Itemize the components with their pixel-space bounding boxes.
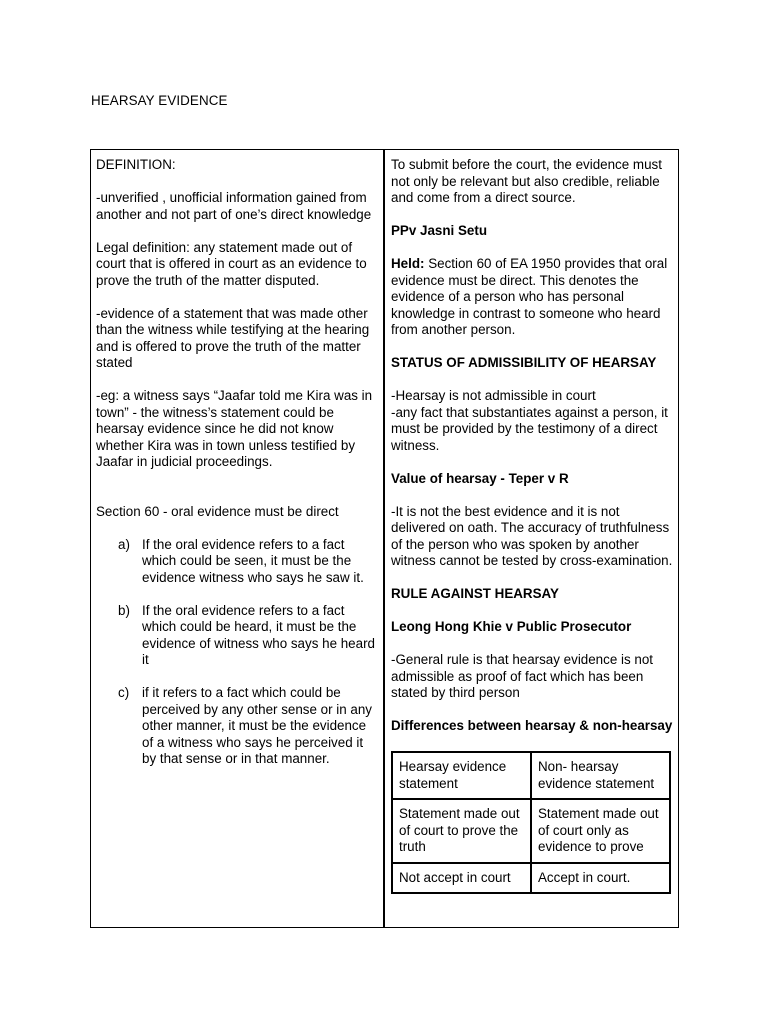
table-cell: Not accept in court bbox=[392, 863, 531, 894]
list-marker: a) bbox=[118, 536, 130, 552]
status-line-1: -Hearsay is not admissible in court bbox=[391, 388, 596, 403]
legal-definition: Legal definition: any statement made out of court that is offered in court as an evidence to prove the truth of the matter disputed. bbox=[96, 239, 367, 288]
held-text: Section 60 of EA 1950 provides that oral evidence must be direct. This denotes the evidence of a person who has personal knowledge in contrast to someone who heard from another person. bbox=[391, 256, 668, 337]
evidence-list bbox=[96, 537, 377, 768]
rule-heading: RULE AGAINST HEARSAY bbox=[391, 586, 559, 601]
table-row bbox=[392, 799, 670, 863]
table-row bbox=[392, 752, 670, 799]
table-cell: Statement made out of court only as evidence to prove bbox=[531, 799, 670, 863]
value-para: -It is not the best evidence and it is not delivered on oath. The accuracy of truthfulness of the person who was spoken by another witness cannot be tested by cross-examination. bbox=[391, 503, 673, 568]
right-column bbox=[391, 150, 675, 894]
value-heading: Value of hearsay - Teper v R bbox=[391, 470, 569, 486]
column-divider bbox=[383, 150, 385, 927]
held-label: Held: bbox=[391, 256, 425, 271]
list-item-text: if it refers to a fact which could be perceived by any other sense or in any other manner, it must be the evidence of a witness who says he perceived it by that sense or in that manner. bbox=[142, 685, 373, 766]
definition-para-3: -evidence of a statement that was made other than the witness while testifying at the hearing and is offered to prove the truth of the matter stated bbox=[96, 305, 370, 370]
list-marker: b) bbox=[118, 602, 130, 618]
table-cell: Statement made out of court to prove the truth bbox=[392, 799, 531, 863]
left-column bbox=[96, 150, 377, 784]
list-item-text: If the oral evidence refers to a fact which could be seen, it must be the evidence witness who says he saw it. bbox=[142, 536, 364, 585]
list-marker: c) bbox=[118, 685, 130, 700]
table-cell: Non- hearsay evidence statement bbox=[531, 752, 670, 799]
case-citation-jasni: PPv Jasni Setu bbox=[391, 223, 488, 238]
list-item bbox=[96, 685, 377, 768]
list-item bbox=[96, 603, 377, 669]
document-title: HEARSAY EVIDENCE bbox=[91, 93, 228, 108]
main-table bbox=[90, 149, 679, 928]
section-60-heading: Section 60 - oral evidence must be direct bbox=[96, 503, 339, 519]
status-line-2: -any fact that substantiates against a person, it must be provided by the testimony of a direct witness. bbox=[391, 404, 668, 453]
differences-heading: Differences between hearsay & non-hearsay bbox=[391, 718, 673, 733]
general-rule-para: -General rule is that hearsay evidence is not admissible as proof of fact which has been stated by third person bbox=[391, 652, 654, 700]
list-item bbox=[96, 537, 377, 587]
example-para: -eg: a witness says “Jaafar told me Kira was in town” - the witness’s statement could be hearsay evidence since he did not know whether Kira was in town unless testified by Jaafar in judicial proceedings. bbox=[96, 388, 373, 469]
status-para bbox=[391, 388, 675, 454]
definition-heading: DEFINITION: bbox=[96, 157, 176, 172]
list-item-text: If the oral evidence refers to a fact which could be heard, it must be the evidence of witness who says he heard it bbox=[142, 602, 375, 667]
table-cell: Hearsay evidence statement bbox=[392, 752, 531, 799]
differences-table bbox=[391, 751, 671, 894]
table-cell: Accept in court. bbox=[531, 863, 670, 894]
definition-para-1: -unverified , unofficial information gained from another and not part of one’s direct knowledge bbox=[96, 190, 372, 222]
status-heading: STATUS OF ADMISSIBILITY OF HEARSAY bbox=[391, 355, 657, 370]
intro-para: To submit before the court, the evidence must not only be relevant but also credible, reliable and come from a direct source. bbox=[391, 157, 662, 205]
case-citation-leong: Leong Hong Khie v Public Prosecutor bbox=[391, 619, 632, 634]
held-para bbox=[391, 256, 675, 339]
table-row bbox=[392, 863, 670, 894]
